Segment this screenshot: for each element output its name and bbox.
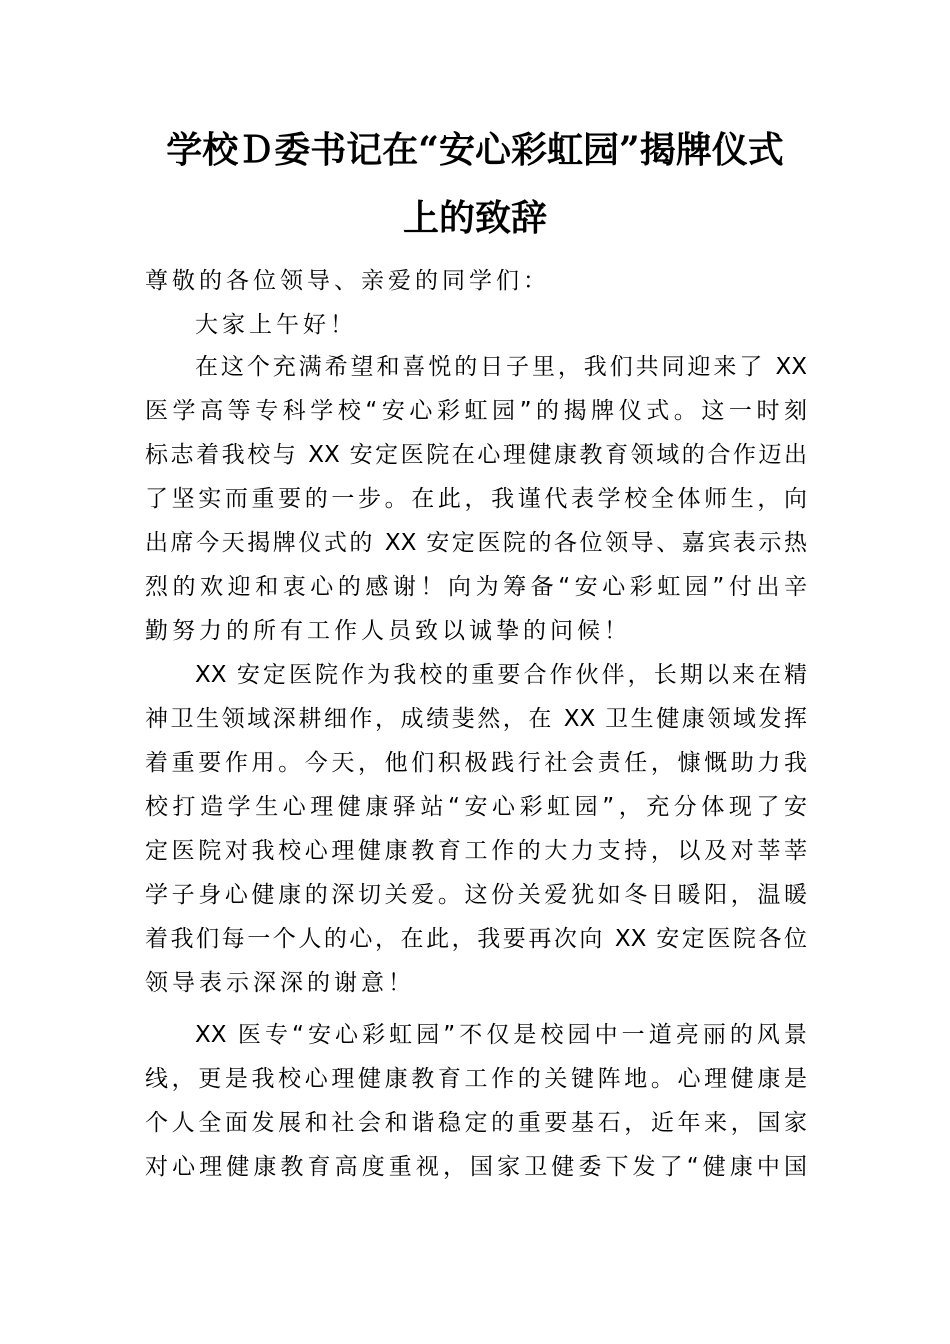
paragraph-1-line: 烈的欢迎和衷心的感谢！向为筹备“安心彩虹园”付出辛: [145, 574, 807, 600]
paragraph-2-line: 定医院对我校心理健康教育工作的大力支持，以及对莘莘: [145, 838, 807, 864]
paragraph-3-line: 对心理健康教育高度重视，国家卫健委下发了“健康中国: [145, 1154, 807, 1180]
paragraph-1-line: 在这个充满希望和喜悦的日子里，我们共同迎来了 XX: [195, 354, 807, 380]
paragraph-1-line: 出席今天揭牌仪式的 XX 安定医院的各位领导、嘉宾表示热: [145, 530, 807, 556]
paragraph-3-line: 线，更是我校心理健康教育工作的关键阵地。心理健康是: [145, 1066, 807, 1092]
paragraph-1-line: 医学高等专科学校“安心彩虹园”的揭牌仪式。这一时刻: [145, 398, 807, 424]
paragraph-3-line: XX 医专“安心彩虹园”不仅是校园中一道亮丽的风景: [195, 1022, 807, 1048]
paragraph-2-line: 神卫生领域深耕细作，成绩斐然，在 XX 卫生健康领域发挥: [145, 706, 807, 732]
paragraph-2-line: 着我们每一个人的心，在此，我要再次向 XX 安定医院各位: [145, 926, 807, 952]
salutation: 尊敬的各位领导、亲爱的同学们：: [145, 268, 550, 294]
paragraph-1-line: 了坚实而重要的一步。在此，我谨代表学校全体师生，向: [145, 486, 807, 512]
paragraph-1-line: 标志着我校与 XX 安定医院在心理健康教育领域的合作迈出: [145, 442, 807, 468]
paragraph-2-line: XX 安定医院作为我校的重要合作伙伴，长期以来在精: [195, 662, 807, 688]
paragraph-2-line: 着重要作用。今天，他们积极践行社会责任，慷慨助力我: [145, 750, 807, 776]
greeting: 大家上午好！: [195, 312, 357, 338]
document-title-line-1: 学校Ｄ委书记在“安心彩虹园”揭牌仪式: [166, 129, 784, 171]
paragraph-2-line: 学子身心健康的深切关爱。这份关爱犹如冬日暖阳，温暖: [145, 882, 807, 908]
paragraph-1-line: 勤努力的所有工作人员致以诚挚的问候！: [145, 618, 631, 644]
paragraph-2-line: 领导表示深深的谢意！: [145, 970, 415, 996]
document-title-line-2: 上的致辞: [402, 197, 547, 239]
paragraph-2-line: 校打造学生心理健康驿站“安心彩虹园”，充分体现了安: [145, 794, 807, 820]
paragraph-3-line: 个人全面发展和社会和谐稳定的重要基石，近年来，国家: [145, 1110, 807, 1136]
